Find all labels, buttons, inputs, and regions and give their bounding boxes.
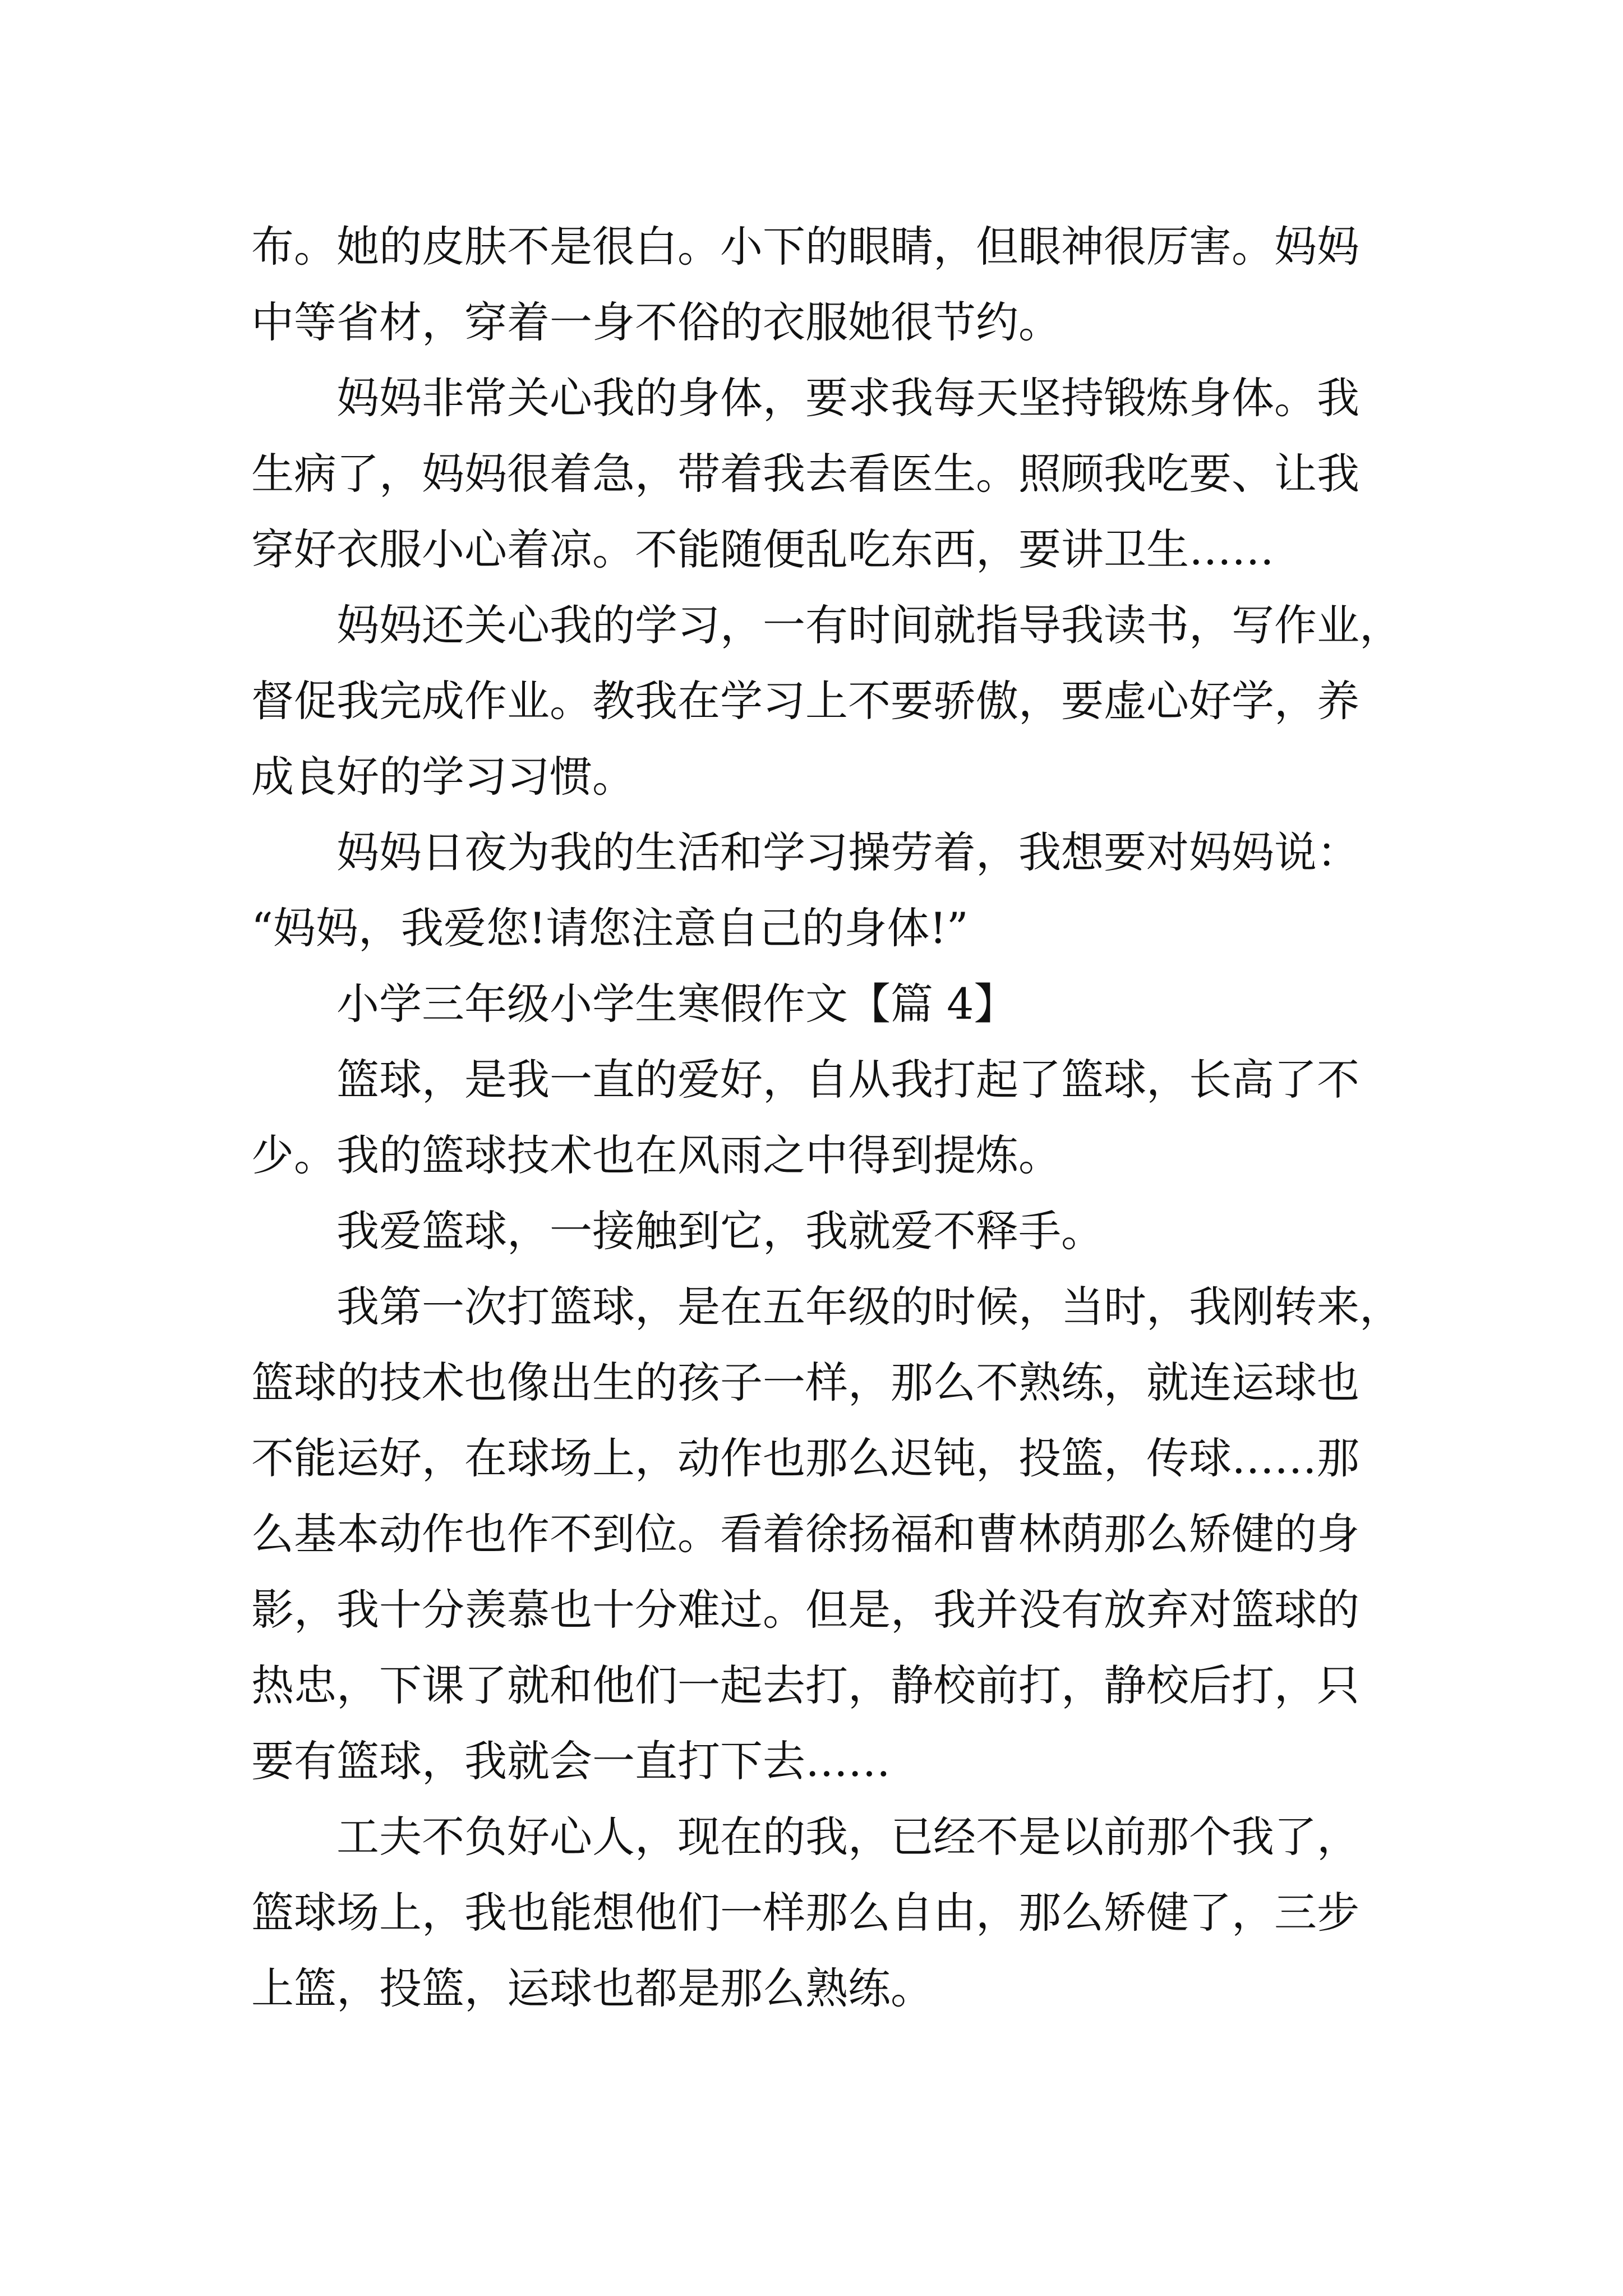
section-heading: 小学三年级小学生寒假作文【篇 4】	[336, 979, 1017, 1029]
text-line: 工夫不负好心人，现在的我，已经不是以前那个我了，	[336, 1812, 1359, 1862]
text-line: 妈妈日夜为我的生活和学习操劳着，我想要对妈妈说：	[336, 827, 1359, 877]
text-line: 上篮，投篮，运球也都是那么熟练。	[251, 1963, 933, 2013]
text-line: 篮球场上，我也能想他们一样那么自由，那么矫健了，三步	[251, 1888, 1359, 1938]
text-line: 影，我十分羡慕也十分难过。但是，我并没有放弃对篮球的	[251, 1585, 1359, 1635]
text-line: 中等省材，穿着一身不俗的衣服她很节约。	[251, 297, 1061, 347]
text-line: 我爱篮球，一接触到它，我就爱不释手。	[336, 1206, 1104, 1256]
text-line: 篮球，是我一直的爱好，自从我打起了篮球，长高了不	[336, 1055, 1359, 1105]
text-line: 篮球的技术也像出生的孩子一样，那么不熟练，就连运球也	[251, 1358, 1359, 1407]
text-line: 要有篮球，我就会一直打下去……	[251, 1736, 891, 1786]
text-line: 妈妈还关心我的学习，一有时间就指导我读书，写作业，	[336, 600, 1402, 650]
text-line: 妈妈非常关心我的身体，要求我每天坚持锻炼身体。我	[336, 373, 1359, 423]
text-line: 少。我的篮球技术也在风雨之中得到提炼。	[251, 1130, 1061, 1180]
text-line: 么基本动作也作不到位。看着徐扬福和曹林荫那么矫健的身	[251, 1509, 1359, 1559]
text-line: 督促我完成作业。教我在学习上不要骄傲，要虚心好学，养	[251, 676, 1359, 726]
text-line: “妈妈，我爱您!请您注意自己的身体!”	[251, 903, 969, 953]
text-line: 成良好的学习习惯。	[251, 752, 635, 802]
text-line: 不能运好，在球场上，动作也那么迟钝，投篮，传球……那	[251, 1433, 1359, 1483]
text-line: 穿好衣服小心着凉。不能随便乱吃东西，要讲卫生……	[251, 524, 1274, 574]
text-line: 我第一次打篮球，是在五年级的时候，当时，我刚转来，	[336, 1282, 1402, 1332]
text-line: 生病了，妈妈很着急，带着我去看医生。照顾我吃要、让我	[251, 449, 1359, 499]
text-line: 热忠，下课了就和他们一起去打，静校前打，静校后打，只	[251, 1660, 1359, 1710]
text-line: 布。她的皮肤不是很白。小下的眼睛，但眼神很厉害。妈妈	[251, 222, 1359, 272]
